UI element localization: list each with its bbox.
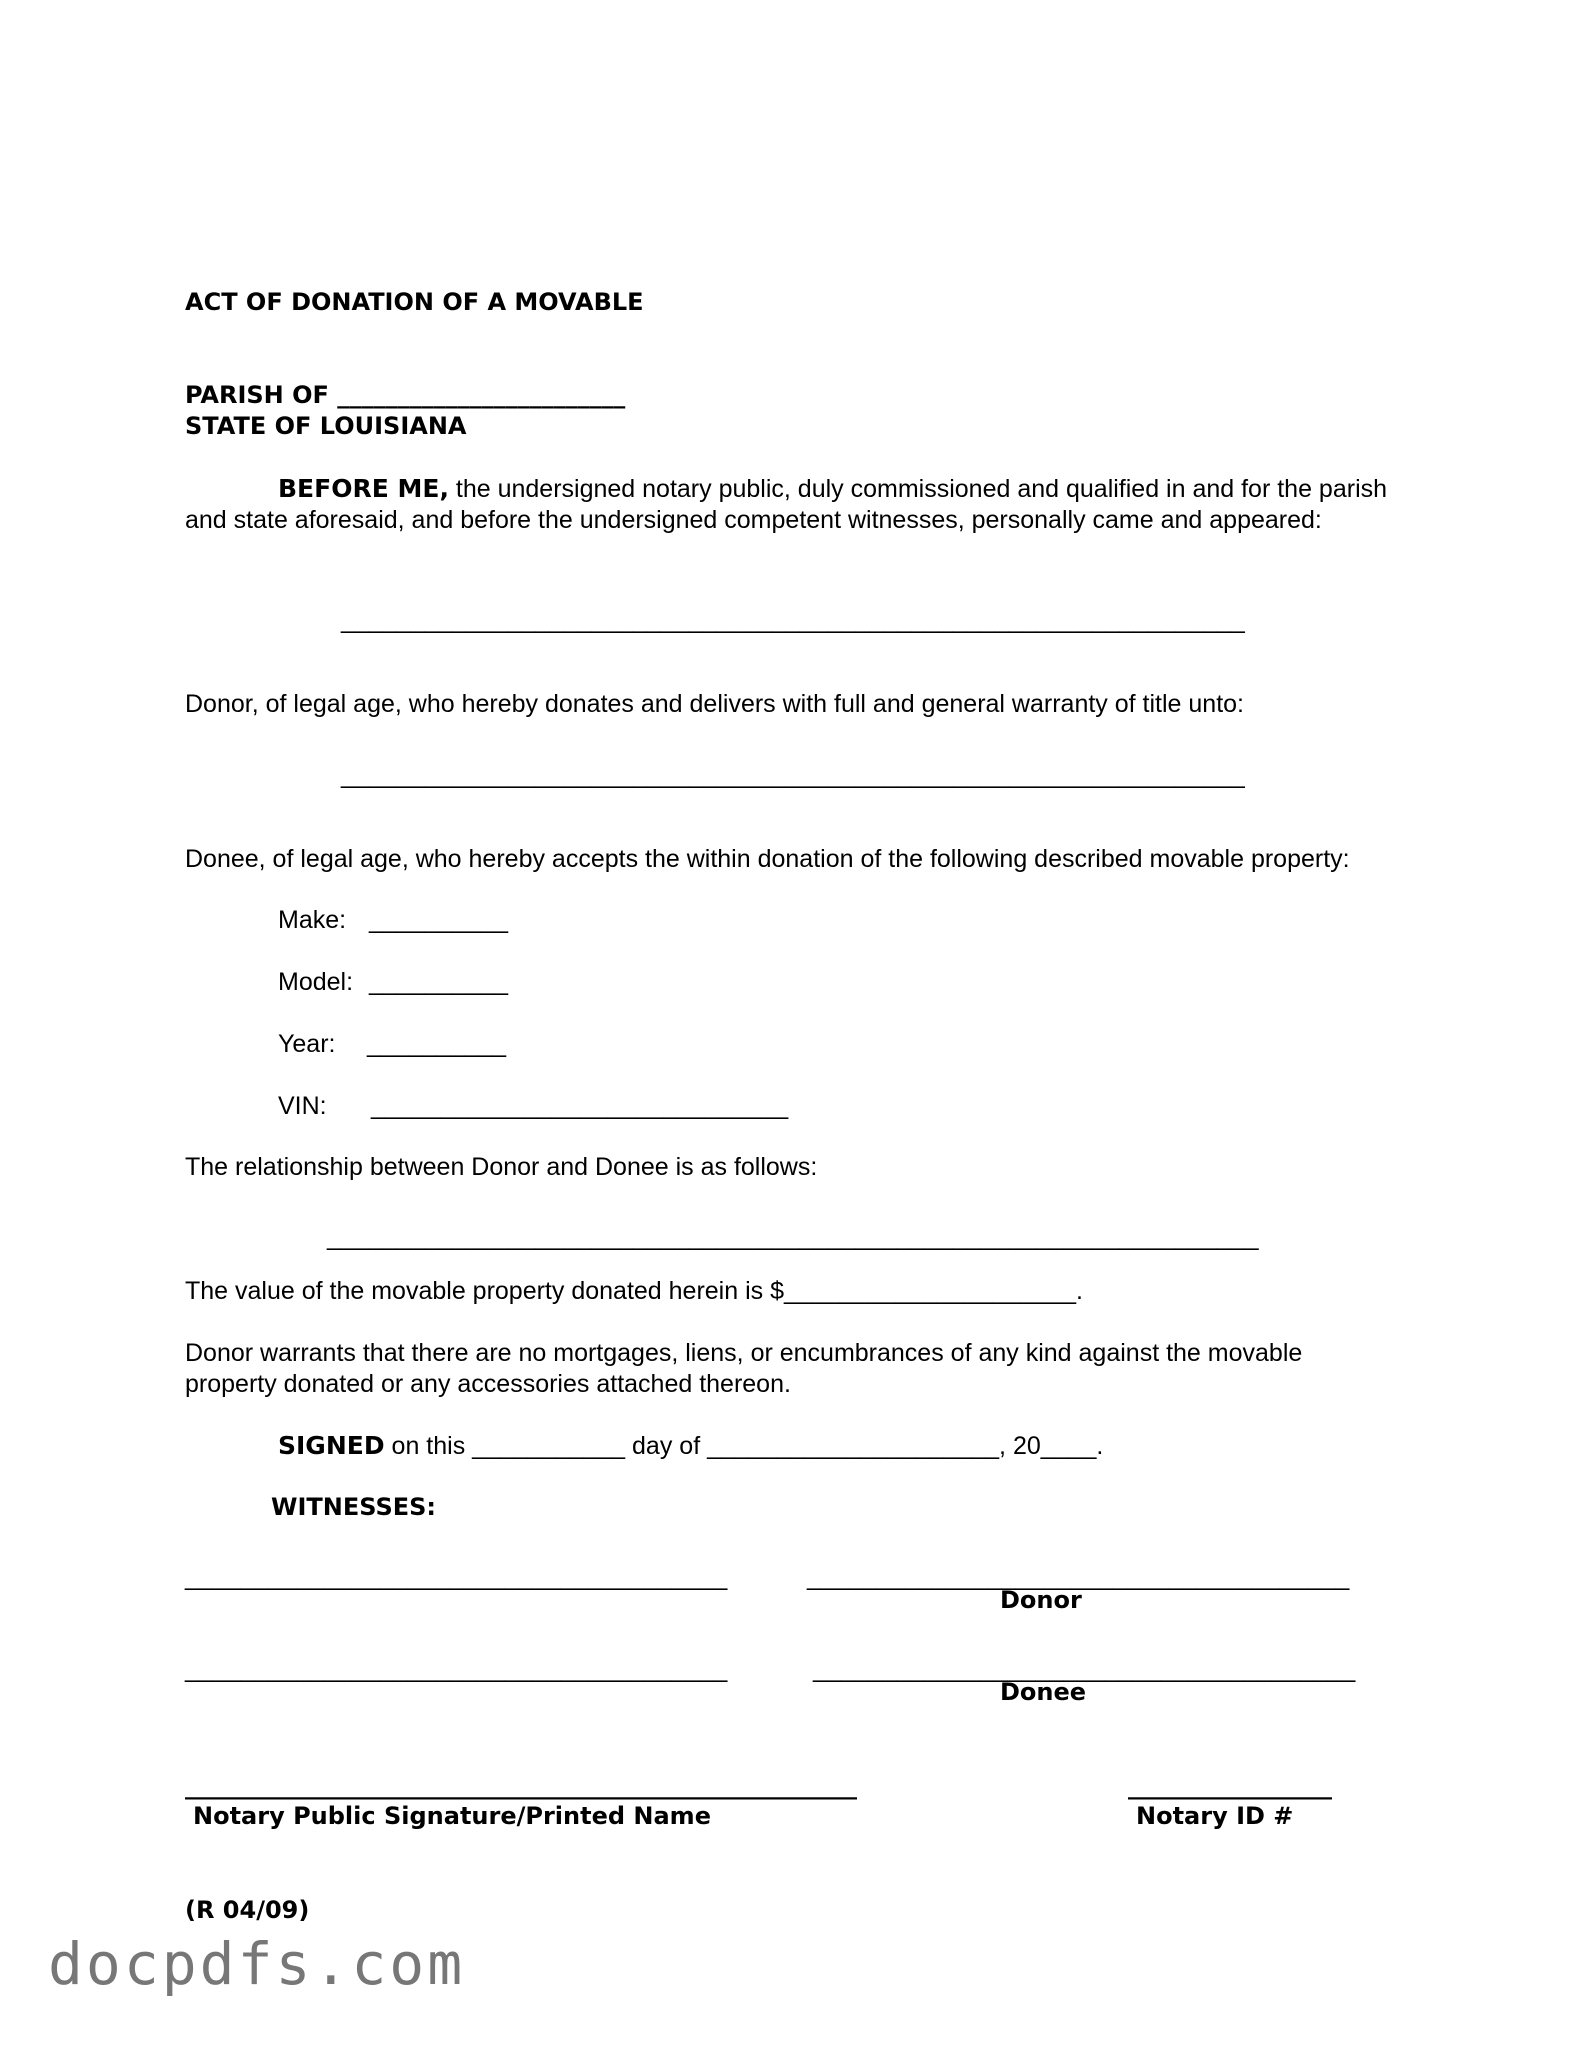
parish-line: PARISH OF ________________________ [185,381,626,409]
signed-line [278,1431,1103,1461]
vin-line: ______________________________ [371,1092,789,1120]
donee-signature-line: _______________________________________ [813,1655,1356,1683]
make-label: Make: [278,906,347,934]
notary-signature-label: Notary Public Signature/Printed Name [193,1802,711,1830]
document-title: ACT OF DONATION OF A MOVABLE [185,288,644,316]
notary-id-line: _________________ [1128,1772,1332,1800]
model-line: __________ [369,968,509,996]
donee-label: Donee [1000,1678,1087,1706]
state-line: STATE OF LOUISIANA [185,412,467,440]
model-label: Model: [278,968,354,996]
vin-label: VIN: [278,1092,327,1120]
donor-text: Donor, of legal age, who hereby donates and delivers with full and general warranty of title unto: [185,690,1244,718]
witnesses-label: WITNESSES: [271,1493,437,1521]
year-line: __________ [367,1030,507,1058]
make-line: __________ [369,906,509,934]
relationship-text: The relationship between Donor and Donee is as follows: [185,1153,818,1181]
relationship-line: ___________________________________________________________________ [327,1223,1259,1251]
notary-id-label: Notary ID # [1136,1802,1294,1830]
notary-signature-line: ________________________________________________________ [185,1772,857,1800]
signed-bold: SIGNED [278,1431,385,1460]
before-me-text: the undersigned notary public, duly commissioned and qualified in and for the parish and state aforesaid, and before the undersigned competent witnesses, personally came and appeared: [185,475,1388,534]
before-me-paragraph [185,473,1395,536]
donee-text: Donee, of legal age, who hereby accepts the within donation of the following described movable property: [185,845,1350,873]
year-label: Year: [278,1030,336,1058]
value-text: The value of the movable property donated herein is $_____________________. [185,1277,1083,1305]
donor-label: Donor [1000,1586,1082,1614]
signed-text: on this ___________ day of _____________________, 20____. [384,1432,1104,1460]
revision-code: (R 04/09) [185,1896,310,1924]
donor-name-line: _________________________________________________________________ [341,606,1245,634]
donor-signature-line: _______________________________________ [807,1563,1350,1591]
witness2-signature-line: _______________________________________ [185,1655,728,1683]
warranty-text: Donor warrants that there are no mortgages, liens, or encumbrances of any kind against the movable property donated or any accessories attached thereon. [185,1339,1303,1398]
before-me-bold: BEFORE ME, [278,474,449,503]
donee-name-line: _________________________________________________________________ [341,761,1245,789]
watermark-text: docpdfs.com [48,1930,466,1998]
witness1-signature-line: _______________________________________ [185,1563,728,1591]
